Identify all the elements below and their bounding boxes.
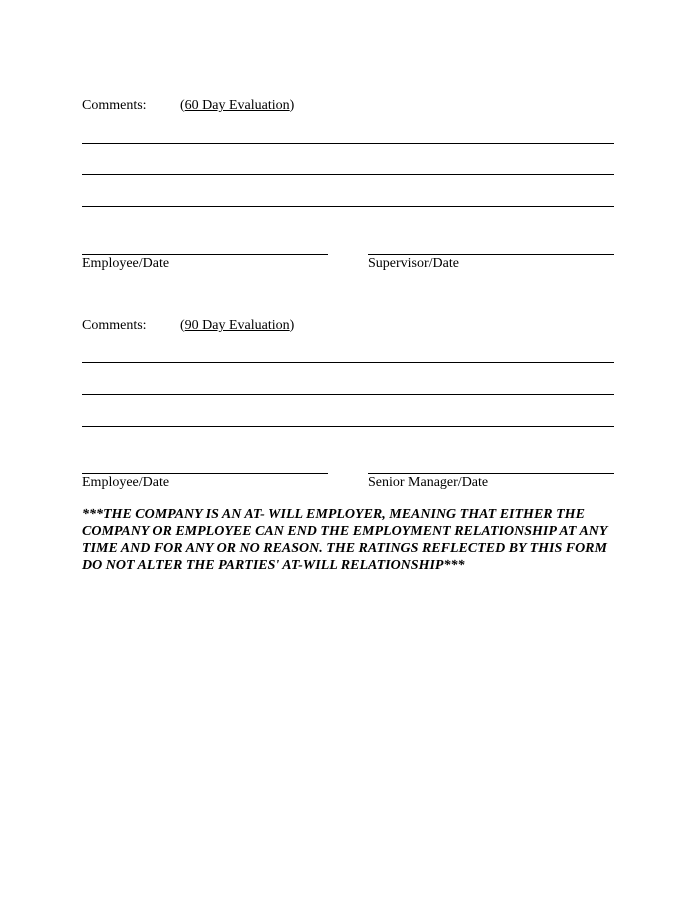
paren-open: ( <box>180 98 185 113</box>
evaluation-label-60: 60 Day Evaluation <box>184 98 290 113</box>
at-will-notice: ***THE COMPANY IS AN AT- WILL EMPLOYER, MEANING THAT EITHER THE COMPANY OR EMPLOYEE CAN END THE EMPLOYMENT RELATIONSHIP AT ANY TIME AND FOR ANY OR NO REASON. THE RATINGS REFLECTED BY THIS FORM DO NOT ALTER THE PARTIES' AT-WILL RELATIONSHIP*** <box>82 507 607 573</box>
senior-manager-date-label-90: Senior Manager/Date <box>368 475 489 490</box>
supervisor-date-label-60: Supervisor/Date <box>368 256 459 271</box>
supervisor-signature-line-60[interactable] <box>368 254 614 255</box>
senior-manager-signature-line-90[interactable] <box>368 473 614 474</box>
employee-date-label-90: Employee/Date <box>82 475 170 490</box>
evaluation-title-90 <box>180 318 294 334</box>
paren-close: ) <box>289 98 295 113</box>
comment-line-60-1[interactable] <box>82 143 614 144</box>
employee-date-label-60: Employee/Date <box>82 256 170 271</box>
paren-open: ( <box>180 318 185 333</box>
comment-line-90-1[interactable] <box>82 362 614 363</box>
comments-label-90: Comments: <box>82 318 147 333</box>
evaluation-title-60 <box>180 98 294 114</box>
comment-line-90-3[interactable] <box>82 426 614 427</box>
comment-line-60-3[interactable] <box>82 206 614 207</box>
paren-close: ) <box>289 318 295 333</box>
employee-signature-line-90[interactable] <box>82 473 328 474</box>
evaluation-label-90: 90 Day Evaluation <box>184 318 290 333</box>
comment-line-90-2[interactable] <box>82 394 614 395</box>
employee-signature-line-60[interactable] <box>82 254 328 255</box>
comments-label-60: Comments: <box>82 98 147 113</box>
comment-line-60-2[interactable] <box>82 174 614 175</box>
